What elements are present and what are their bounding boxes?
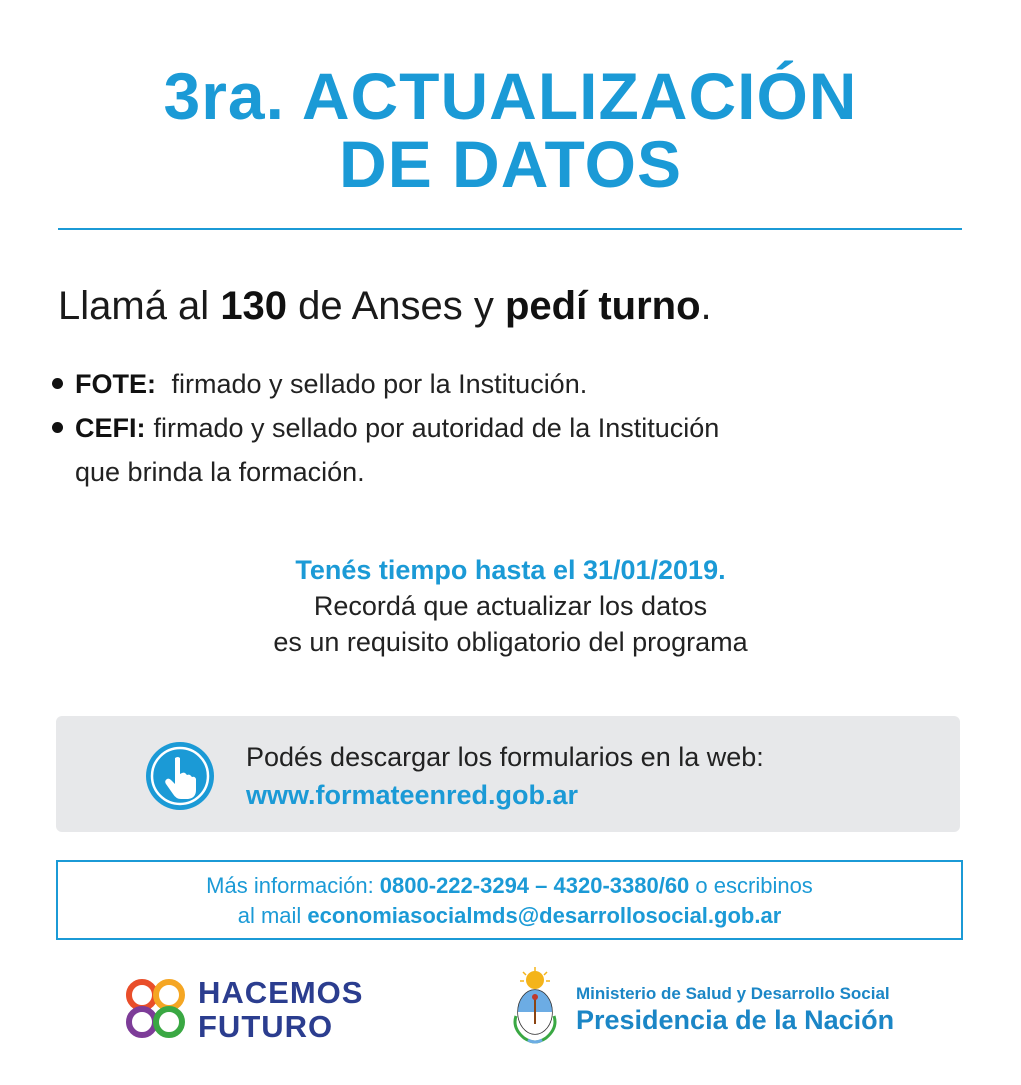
mail-prefix: al mail (237, 903, 308, 928)
bullet-label: CEFI: (75, 413, 146, 443)
lead-emphasis: pedí turno (504, 284, 701, 328)
lead-text-2: de Anses y (287, 284, 505, 328)
page-title (0, 59, 1021, 201)
deadline-line-3: es un requisito obligatorio del programa (273, 627, 748, 657)
contact-box (56, 860, 963, 940)
wordmark-line-1: HACEMOS (198, 975, 364, 1010)
ministry-name: Ministerio de Salud y Desarrollo Social (576, 984, 890, 1003)
deadline-date: Tenés tiempo hasta el 31/01/2019. (295, 555, 726, 585)
government-logo (510, 966, 940, 1048)
contact-suffix: o escribinos (689, 873, 813, 898)
contact-prefix: Más información: (206, 873, 380, 898)
ministry-text (576, 984, 894, 1036)
title-divider (58, 228, 962, 230)
lead-sentence (58, 282, 712, 330)
bullet-text: firmado y sellado por autoridad de la Institución (153, 413, 720, 443)
deadline-line-2: Recordá que actualizar los datos (313, 591, 708, 621)
contact-line-2 (58, 901, 961, 931)
rings-logo-icon (122, 976, 190, 1042)
download-label: Podés descargar los formularios en la web: (246, 742, 764, 772)
list-item-cefi (48, 406, 948, 450)
requirements-list (48, 362, 948, 494)
lead-phone-number: 130 (220, 284, 288, 328)
contact-phones: 0800-222-3294 – 4320-3380/60 (379, 873, 690, 898)
title-line-1: 3ra. ACTUALIZACIÓN (163, 59, 858, 133)
bullet-text: firmado y sellado por la Institución. (171, 369, 588, 399)
bullet-continuation: que brinda la formación. (75, 457, 365, 487)
deadline-notice (0, 552, 1021, 660)
download-box (56, 716, 960, 832)
contact-line-1 (58, 871, 961, 901)
website-link[interactable]: www.formateenred.gob.ar (246, 780, 579, 810)
lead-text-1: Llamá al (58, 284, 221, 328)
bullet-label: FOTE: (75, 369, 156, 399)
hacemos-futuro-logo (122, 974, 392, 1046)
hacemos-futuro-wordmark (198, 976, 363, 1044)
national-shield-icon (510, 966, 560, 1046)
download-text (246, 738, 764, 814)
presidency-name: Presidencia de la Nación (576, 1005, 895, 1035)
lead-text-3: . (700, 284, 712, 328)
wordmark-line-2: FUTURO (198, 1009, 334, 1044)
contact-email-link[interactable]: economiasocialmds@desarrollosocial.gob.ar (307, 903, 782, 928)
hand-pointer-icon (144, 740, 216, 812)
title-line-2: DE DATOS (339, 127, 682, 201)
bullet-dot (52, 422, 63, 433)
list-item-fote (48, 362, 948, 406)
bullet-dot (52, 378, 63, 389)
